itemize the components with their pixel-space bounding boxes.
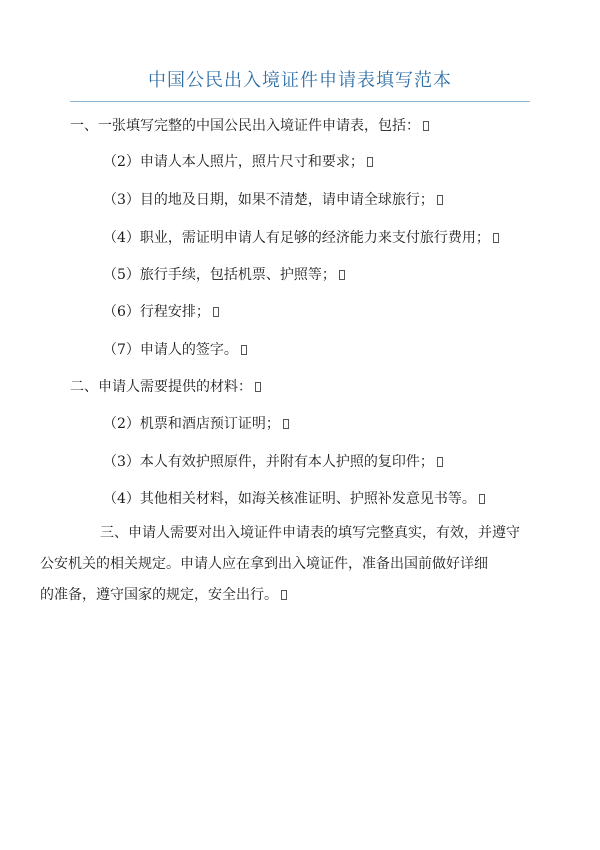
section2-heading-line xyxy=(70,377,261,397)
paragraph-mark-icon xyxy=(437,195,443,205)
section1-heading-line xyxy=(70,116,429,136)
title-divider xyxy=(70,101,530,102)
paragraph-mark-icon xyxy=(281,590,287,600)
section3-line-2: 公安机关的相关规定。申请人应在拿到出入境证件，准备出国前做好详细 xyxy=(40,556,488,572)
paragraph-mark-icon xyxy=(283,419,289,429)
section3-line-3: 的准备，遵守国家的规定，安全出行。 xyxy=(40,587,278,603)
list-item xyxy=(103,228,499,248)
section3-line-1: 三、申请人需要对出入境证件申请表的填写完整真实，有效，并遵守 xyxy=(100,525,520,541)
section2-item-2: （2）机票和酒店预订证明； xyxy=(103,416,280,432)
section1-heading: 一、一张填写完整的中国公民出入境证件申请表，包括： xyxy=(70,118,420,134)
list-item xyxy=(103,452,443,472)
section1-item-2: （2）申请人本人照片，照片尺寸和要求； xyxy=(103,154,364,170)
document-title: 中国公民出入境证件申请表填写范本 xyxy=(148,70,452,91)
list-item xyxy=(103,489,485,509)
paragraph-mark-icon xyxy=(255,382,261,392)
list-item xyxy=(103,152,373,172)
list-item xyxy=(103,190,443,210)
list-item xyxy=(103,340,247,360)
section1-item-4: （4）职业，需证明申请人有足够的经济能力来支付旅行费用； xyxy=(103,230,490,246)
paragraph-mark-icon xyxy=(493,233,499,243)
paragraph-mark-icon xyxy=(339,270,345,280)
list-item xyxy=(103,414,289,434)
paragraph-mark-icon xyxy=(479,494,485,504)
section1-item-5: （5）旅行手续，包括机票、护照等； xyxy=(103,267,336,283)
paragraph-mark-icon xyxy=(367,157,373,167)
paragraph-mark-icon xyxy=(213,307,219,317)
section3-paragraph xyxy=(40,518,532,611)
list-item xyxy=(103,265,345,285)
section1-item-7: （7）申请人的签字。 xyxy=(103,342,238,358)
list-item xyxy=(103,302,219,322)
section1-item-6: （6）行程安排； xyxy=(103,304,210,320)
paragraph-mark-icon xyxy=(423,121,429,131)
section2-item-4: （4）其他相关材料，如海关核准证明、护照补发意见书等。 xyxy=(103,491,476,507)
section1-item-3: （3）目的地及日期，如果不清楚，请申请全球旅行； xyxy=(103,192,434,208)
section2-item-3: （3）本人有效护照原件，并附有本人护照的复印件； xyxy=(103,454,434,470)
paragraph-mark-icon xyxy=(241,345,247,355)
paragraph-mark-icon xyxy=(437,457,443,467)
section2-heading: 二、申请人需要提供的材料： xyxy=(70,379,252,395)
